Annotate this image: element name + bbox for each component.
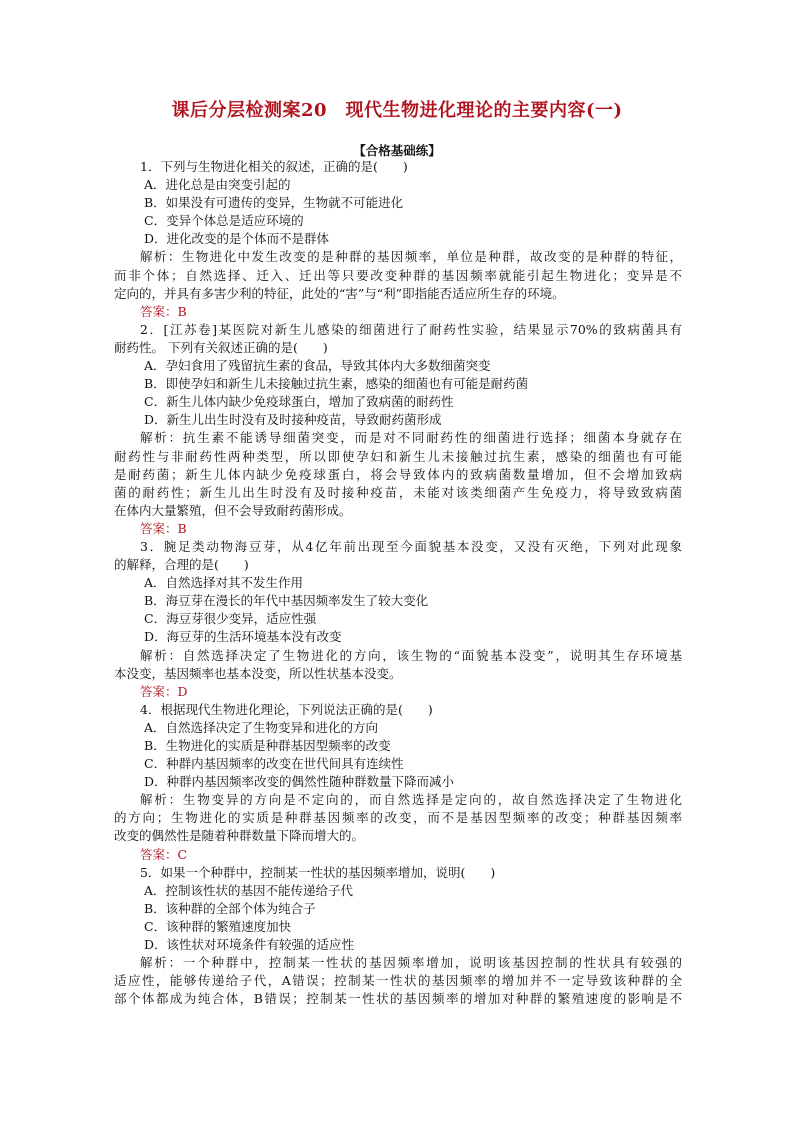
answer-option: C．种群内基因频率的改变在世代间具有连续性 [144, 756, 404, 772]
answer-key: 答案：B [140, 303, 187, 319]
paragraph-line: 改变的偶然性是随着种群数量下降而增大的。 [114, 828, 365, 844]
question-stem: 4．根据现代生物进化理论，下列说法正确的是( ) [140, 701, 433, 717]
paragraph-line: 解析：自然选择决定了生物进化的方向，该生物的“面貌基本没变”，说明其生存环境基 [140, 647, 682, 663]
answer-option: A．自然选择对其不发生作用 [144, 575, 304, 591]
answer-option: C．变异个体总是适应环境的 [144, 213, 304, 229]
paragraph-line: 解析：一个种群中，控制某一性状的基因频率增加，说明该基因控制的性状具有较强的 [140, 955, 682, 971]
paragraph-line: 解析：生物进化中发生改变的是种群的基因频率，单位是种群，故改变的是种群的特征， [140, 249, 682, 265]
paragraph-line: 在体内大量繁殖，但不会导致耐药菌形成。 [114, 502, 352, 518]
paragraph-line: 的解释，合理的是( ) [114, 557, 249, 573]
answer-option: A．进化总是由突变引起的 [144, 177, 291, 193]
paragraph-line: 而非个体；自然选择、迁入、迁出等只要改变种群的基因频率就能引起生物进化；变异是不 [114, 267, 682, 283]
paragraph-line: 3．腕足类动物海豆芽，从4亿年前出现至今面貌基本没变，又没有灭绝，下列对此现象 [140, 538, 682, 554]
answer-key: 答案：C [140, 846, 188, 862]
question-list [114, 158, 682, 1008]
paragraph-line: 是耐药菌；新生儿体内缺少免疫球蛋白，将会导致体内的致病菌数量增加，但不会增加致病 [114, 466, 682, 482]
answer-option: B．该种群的全部个体为纯合子 [144, 900, 316, 916]
paragraph-line: 解析：抗生素不能诱导细菌突变，而是对不同耐药性的细菌进行选择；细菌本身就存在 [140, 430, 682, 446]
answer-option: A．自然选择决定了生物变异和进化的方向 [144, 719, 379, 735]
paragraph-line: 适应性，能够传递给子代，A错误；控制某一性状的基因频率的增加并不一定导致该种群的全 [114, 973, 682, 989]
paragraph-line: 2．[江苏卷]某医院对新生儿感染的细菌进行了耐药性实验，结果显示70%的致病菌具有 [140, 321, 682, 337]
paragraph-line: 定向的，并具有多害少利的特征，此处的“害”与“利”即指能否适应所生存的环境。 [114, 285, 565, 301]
answer-option: C．新生儿体内缺少免疫球蛋白，增加了致病菌的耐药性 [144, 394, 454, 410]
answer-option: B．如果没有可遗传的变异，生物就不可能进化 [144, 195, 404, 211]
section-heading: 【合格基础练】 [353, 143, 441, 158]
paragraph-line: 耐药性。 下列有关叙述正确的是( ) [114, 339, 328, 355]
answer-option: A．控制该性状的基因不能传递给子代 [144, 882, 354, 898]
answer-option: B．即使孕妇和新生儿未接触过抗生素，感染的细菌也有可能是耐药菌 [144, 376, 529, 392]
paragraph-line: 本没变，基因频率也基本没变，所以性状基本没变。 [114, 665, 402, 681]
page-title: 课后分层检测案20 现代生物进化理论的主要内容(一) [171, 100, 623, 121]
answer-key: 答案：B [140, 520, 187, 536]
paragraph-line: 解析：生物变异的方向是不定向的，而自然选择是定向的，故自然选择决定了生物进化 [140, 792, 682, 808]
answer-option: D．进化改变的是个体而不是群体 [144, 231, 330, 247]
answer-option: D．该性状对环境条件有较强的适应性 [144, 937, 355, 953]
answer-option: D．种群内基因频率改变的偶然性随种群数量下降而减小 [144, 774, 455, 790]
answer-option: B．生物进化的实质是种群基因型频率的改变 [144, 738, 391, 753]
paragraph-line: 的方向；生物进化的实质是种群基因频率的改变，而不是基因型频率的改变；种群基因频率 [114, 810, 682, 826]
answer-option: C．海豆芽很少变异，适应性强 [144, 611, 317, 627]
answer-key: 答案：D [140, 683, 188, 699]
paragraph-line: 菌的耐药性；新生儿出生时没有及时接种疫苗，未能对该类细菌产生免疫力，将导致致病菌 [114, 484, 682, 500]
question-stem: 1．下列与生物进化相关的叙述，正确的是( ) [140, 159, 408, 174]
answer-option: D．新生儿出生时没有及时接种疫苗，导致耐药菌形成 [144, 412, 442, 428]
paragraph-line: 耐药性与非耐药性两种类型，所以即使孕妇和新生儿未接触过抗生素，感染的细菌也有可能 [114, 448, 682, 464]
answer-option: D．海豆芽的生活环境基本没有改变 [144, 629, 342, 645]
question-stem: 5．如果一个种群中，控制某一性状的基因频率增加，说明( ) [140, 864, 496, 880]
paragraph-line: 部个体都成为纯合体，B错误；控制某一性状的基因频率的增加对种群的繁殖速度的影响是不 [114, 991, 682, 1007]
answer-option: A．孕妇食用了残留抗生素的食品，导致其体内大多数细菌突变 [144, 358, 491, 374]
answer-option: C．该种群的繁殖速度加快 [144, 918, 292, 934]
answer-option: B．海豆芽在漫长的年代中基因频率发生了较大变化 [144, 593, 429, 609]
